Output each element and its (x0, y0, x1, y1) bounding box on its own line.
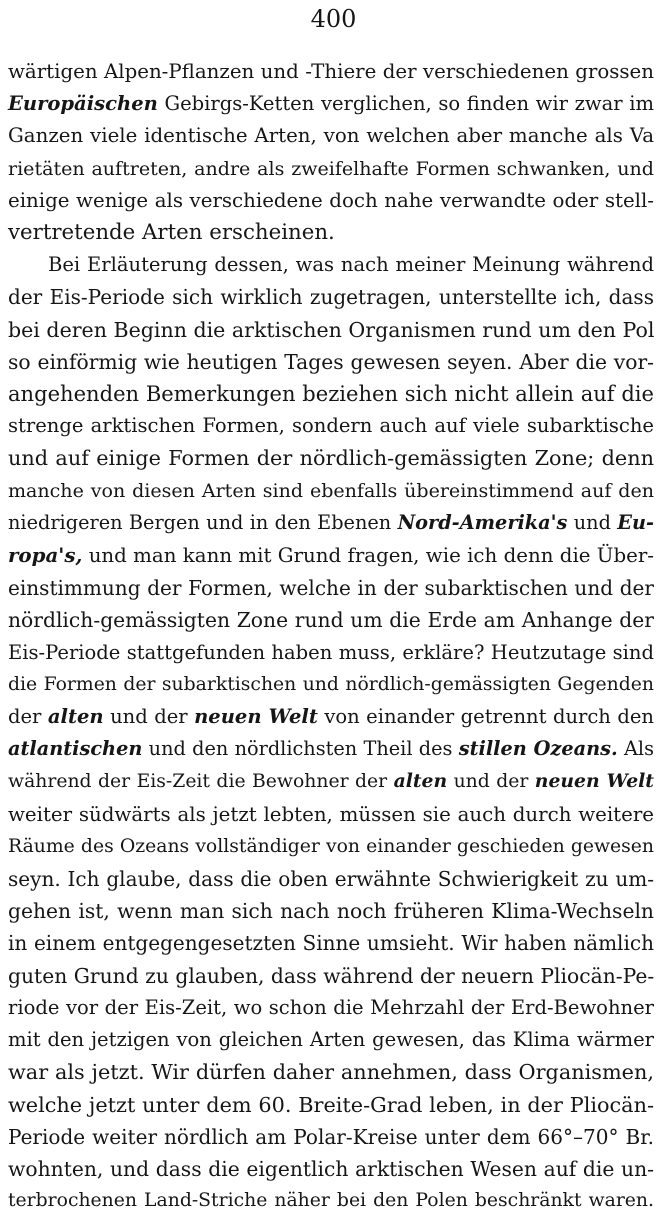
text-segment: der Eis-Periode sich wirklich zugetragen, unterstellte ich, dass (8, 285, 654, 310)
emphasized-text: alten (47, 705, 104, 729)
text-segment: Gebirgs-Ketten verglichen, so finden wir zwar im (157, 92, 654, 116)
text-line (8, 831, 654, 863)
text-segment: bei deren Beginn die arktischen Organismen rund um den Pol (8, 317, 655, 342)
text-line (8, 1153, 654, 1185)
text-segment: Periode weiter nördlich am Polar-Kreise unter dem 66°–70° Br. (8, 1124, 654, 1149)
text-segment: Eis-Periode stattgefunden haben muss, erkläre? Heutzutage sind (8, 640, 654, 664)
text-segment: und den nördlichsten Theil des (142, 737, 459, 761)
text-segment: und auf einige Formen der nördlich-gemässigten Zone; denn (8, 446, 654, 471)
emphasized-text: alten (393, 770, 448, 793)
text-line (8, 410, 654, 442)
text-line (8, 153, 654, 185)
emphasized-text: Europäischen (8, 92, 158, 116)
text-line (8, 895, 654, 927)
text-line (8, 88, 654, 120)
text-segment: welche jetzt unter dem 60. Breite-Grad leben, in der Pliocän- (8, 1092, 654, 1117)
text-line (8, 56, 654, 88)
text-segment: einige wenige als verschiedene doch nahe verwandte oder stell- (8, 188, 654, 212)
text-line (8, 960, 654, 992)
text-segment: die Formen der subarktischen und nördlich-gemässigten Gegenden (8, 673, 654, 695)
text-segment: strenge arktischen Formen, sondern auch auf viele subarktische (8, 414, 654, 438)
text-line (8, 281, 654, 313)
text-segment: während der Eis-Zeit die Bewohner der (8, 771, 394, 793)
text-line (8, 863, 654, 895)
text-segment: und der (103, 705, 195, 729)
emphasized-text: Nord-Amerika's (397, 510, 568, 534)
emphasized-text: neuen Welt (194, 705, 318, 729)
page-number: 400 (310, 5, 357, 33)
text-segment: wohnten, und dass die eigentlich arktischen Wesen auf die un- (8, 1156, 654, 1181)
text-segment: war als jetzt. Wir dürfen daher annehmen, dass Organismen, (8, 1060, 654, 1085)
text-line (8, 314, 654, 346)
text-line (8, 249, 654, 281)
text-segment: niedrigeren Bergen und in den Ebenen (8, 510, 398, 534)
text-line (8, 539, 654, 572)
text-line (8, 185, 654, 217)
text-segment: guten Grund zu glauben, dass während der neuern Pliocän-Pe- (8, 963, 655, 988)
emphasized-text: atlantischen (8, 737, 143, 761)
text-line (8, 1121, 654, 1153)
text-line (8, 217, 654, 249)
text-line (8, 1185, 654, 1217)
text-segment: einstimmung der Formen, welche in der subarktischen und der (8, 576, 654, 601)
text-line (8, 637, 654, 669)
text-line (8, 475, 654, 507)
text-segment: vertretende Arten erscheinen. (8, 220, 335, 246)
text-segment: von einander getrennt durch den (317, 705, 654, 729)
text-line (8, 378, 654, 410)
text-line (8, 701, 654, 733)
text-segment: Bei Erläuterung dessen, was nach meiner Meinung während (48, 253, 654, 277)
text-segment: Als (617, 737, 654, 761)
text-segment: gehen ist, wenn man sich nach noch früheren Klima-Wechseln (8, 899, 654, 924)
text-segment: angehenden Bemerkungen beziehen sich nicht allein auf die (8, 381, 654, 407)
text-line (8, 992, 654, 1024)
text-line (8, 120, 654, 152)
text-line (8, 1056, 654, 1088)
text-segment: wärtigen Alpen-Pflanzen und -Thiere der verschiedenen grossen (8, 60, 654, 83)
text-segment: riode vor der Eis-Zeit, wo schon die Mehrzahl der Erd-Bewohner (8, 995, 654, 1019)
emphasized-text: Eu- (617, 510, 655, 534)
text-line (8, 346, 654, 378)
text-segment: mit den jetzigen von gleichen Arten gewesen, das Klima wärmer (8, 1028, 654, 1052)
text-segment: rietäten auftreten, andre als zweifelhafte Formen schwanken, und (8, 157, 654, 180)
emphasized-text: stillen Ozeans. (458, 737, 618, 761)
text-segment: in einem entgegengesetzten Sinne umsieht. Wir haben nämlich (8, 931, 654, 956)
text-segment: weiter südwärts als jetzt lebten, müssen sie auch durch weitere (8, 802, 654, 826)
text-line (8, 1024, 654, 1056)
text-line (8, 765, 654, 798)
text-segment: und (567, 510, 618, 534)
text-segment: Ganzen viele identische Arten, von welchen aber manche als Va (8, 124, 654, 148)
text-segment: terbrochenen Land-Striche näher bei den Polen beschränkt waren. (8, 1190, 654, 1212)
text-line (8, 733, 654, 765)
text-segment: manche von diesen Arten sind ebenfalls übereinstimmend auf den (8, 479, 654, 502)
text-line (8, 927, 654, 959)
text-segment: Räume des Ozeans vollständiger von einander geschieden gewesen (8, 835, 654, 857)
emphasized-text: ropa's, (8, 543, 83, 568)
text-segment: und der (447, 771, 535, 793)
text-segment: nördlich-gemässigten Zone rund um die Erde am Anhange der (8, 608, 654, 633)
text-segment: der (8, 705, 48, 729)
text-line (8, 1089, 654, 1121)
body-text (8, 56, 654, 1217)
text-segment: so einförmig wie heutigen Tages gewesen seyen. Aber die vor- (8, 349, 654, 374)
text-line (8, 572, 654, 604)
text-line (8, 442, 654, 474)
text-segment: und man kann mit Grund fragen, wie ich denn die Über- (82, 544, 654, 568)
text-segment: seyn. Ich glaube, dass die oben erwähnte Schwierigkeit zu um- (8, 867, 654, 892)
text-line (8, 507, 654, 539)
emphasized-text: neuen Welt (534, 770, 654, 793)
text-line (8, 799, 654, 831)
text-line (8, 604, 654, 636)
text-line (8, 669, 654, 701)
